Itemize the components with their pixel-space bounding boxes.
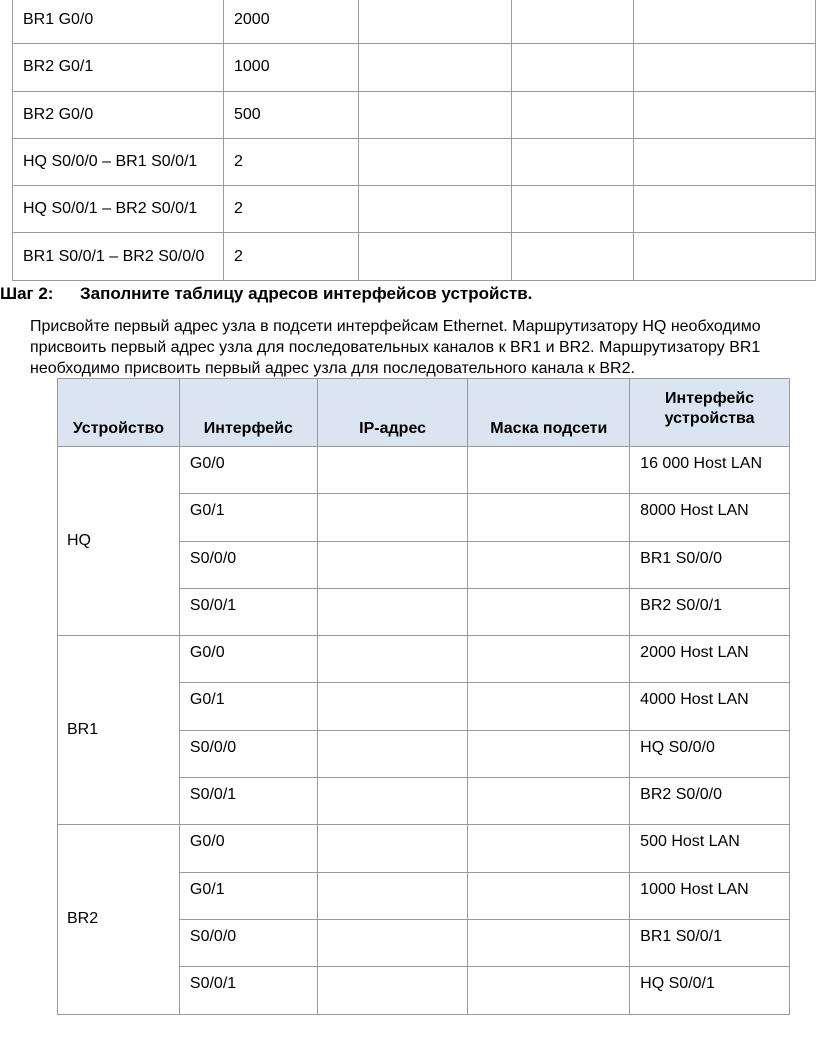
table-row: [13, 0, 816, 44]
cell-ip-address-input[interactable]: [317, 730, 468, 777]
cell-empty-input[interactable]: [634, 44, 816, 91]
cell-empty-input[interactable]: [359, 91, 512, 138]
header-device-interface: Интерфейс устройства: [630, 379, 790, 447]
cell-device-name: BR1: [58, 636, 180, 825]
cell-ip-address-input[interactable]: [317, 447, 468, 494]
cell-empty-input[interactable]: [512, 138, 634, 185]
addressing-header-row: [58, 379, 790, 447]
cell-empty-input[interactable]: [512, 233, 634, 280]
cell-subnet-mask-input[interactable]: [468, 872, 630, 919]
cell-interface: S0/0/0: [179, 919, 317, 966]
cell-device-interface: HQ S0/0/1: [630, 967, 790, 1014]
cell-ip-address-input[interactable]: [317, 588, 468, 635]
cell-subnet-mask-input[interactable]: [468, 541, 630, 588]
cell-device-interface: 2000 Host LAN: [630, 636, 790, 683]
cell-ip-address-input[interactable]: [317, 872, 468, 919]
cell-host-count: 2: [224, 233, 359, 280]
cell-subnet-mask-input[interactable]: [468, 967, 630, 1014]
cell-device-name: HQ: [58, 447, 180, 636]
cell-device-interface: 16 000 Host LAN: [630, 447, 790, 494]
table-row: [58, 825, 790, 872]
cell-device-interface: 1000 Host LAN: [630, 872, 790, 919]
table-row: [58, 636, 790, 683]
cell-device-interface: 500 Host LAN: [630, 825, 790, 872]
cell-interface: S0/0/0: [179, 730, 317, 777]
cell-ip-address-input[interactable]: [317, 967, 468, 1014]
header-interface: Интерфейс: [179, 379, 317, 447]
cell-empty-input[interactable]: [359, 186, 512, 233]
cell-subnet-mask-input[interactable]: [468, 494, 630, 541]
cell-subnet-mask-input[interactable]: [468, 588, 630, 635]
cell-ip-address-input[interactable]: [317, 825, 468, 872]
cell-subnet-mask-input[interactable]: [468, 636, 630, 683]
cell-device-interface: BR2 S0/0/0: [630, 778, 790, 825]
cell-link-name: BR1 S0/0/1 – BR2 S0/0/0: [13, 233, 224, 280]
cell-interface: S0/0/1: [179, 778, 317, 825]
cell-interface: G0/0: [179, 825, 317, 872]
cell-ip-address-input[interactable]: [317, 683, 468, 730]
cell-ip-address-input[interactable]: [317, 494, 468, 541]
cell-empty-input[interactable]: [634, 233, 816, 280]
cell-device-interface: HQ S0/0/0: [630, 730, 790, 777]
cell-empty-input[interactable]: [512, 186, 634, 233]
cell-ip-address-input[interactable]: [317, 778, 468, 825]
cell-device-interface: BR2 S0/0/1: [630, 588, 790, 635]
cell-subnet-mask-input[interactable]: [468, 730, 630, 777]
table-row: [13, 186, 816, 233]
cell-interface: G0/1: [179, 872, 317, 919]
cell-interface: G0/1: [179, 683, 317, 730]
cell-empty-input[interactable]: [634, 91, 816, 138]
table-row: [13, 233, 816, 280]
cell-device-interface: 8000 Host LAN: [630, 494, 790, 541]
cell-host-count: 500: [224, 91, 359, 138]
cell-empty-input[interactable]: [359, 0, 512, 44]
cell-interface: G0/0: [179, 447, 317, 494]
cell-ip-address-input[interactable]: [317, 919, 468, 966]
step-number: Шаг 2:: [0, 284, 54, 303]
paragraph-line: присвоить первый адрес узла для последовательных каналов к BR1 и BR2. Маршрутизатору BR1: [30, 339, 761, 356]
cell-empty-input[interactable]: [512, 44, 634, 91]
cell-subnet-mask-input[interactable]: [468, 825, 630, 872]
cell-empty-input[interactable]: [634, 186, 816, 233]
cell-link-name: HQ S0/0/1 – BR2 S0/0/1: [13, 186, 224, 233]
cell-device-interface: BR1 S0/0/0: [630, 541, 790, 588]
cell-empty-input[interactable]: [634, 0, 816, 44]
table-row: [13, 44, 816, 91]
paragraph-line: необходимо присвоить первый адрес узла для последовательного канала к BR2.: [30, 360, 635, 377]
table-row: [13, 91, 816, 138]
cell-device-interface: 4000 Host LAN: [630, 683, 790, 730]
header-subnet-mask: Маска подсети: [468, 379, 630, 447]
header-device: Устройство: [58, 379, 180, 447]
cell-interface: S0/0/0: [179, 541, 317, 588]
cell-subnet-mask-input[interactable]: [468, 778, 630, 825]
cell-interface: G0/0: [179, 636, 317, 683]
cell-interface: S0/0/1: [179, 588, 317, 635]
cell-empty-input[interactable]: [512, 0, 634, 44]
paragraph-line: Присвойте первый адрес узла в подсети интерфейсам Ethernet. Маршрутизатору HQ необходимо: [30, 318, 761, 335]
cell-subnet-mask-input[interactable]: [468, 683, 630, 730]
addressing-table: [57, 378, 790, 1015]
cell-link-name: BR2 G0/1: [13, 44, 224, 91]
cell-host-count: 2: [224, 186, 359, 233]
header-ip-address: IP-адрес: [317, 379, 468, 447]
cell-empty-input[interactable]: [634, 138, 816, 185]
cell-link-name: BR1 G0/0: [13, 0, 224, 44]
cell-empty-input[interactable]: [359, 44, 512, 91]
cell-host-count: 2000: [224, 0, 359, 44]
cell-subnet-mask-input[interactable]: [468, 919, 630, 966]
cell-interface: G0/1: [179, 494, 317, 541]
instructions-paragraph: [30, 316, 816, 379]
cell-device-interface: BR1 S0/0/1: [630, 919, 790, 966]
cell-link-name: HQ S0/0/0 – BR1 S0/0/1: [13, 138, 224, 185]
cell-ip-address-input[interactable]: [317, 636, 468, 683]
cell-empty-input[interactable]: [359, 138, 512, 185]
host-requirements-table: [12, 0, 816, 281]
cell-empty-input[interactable]: [512, 91, 634, 138]
table-row: [13, 138, 816, 185]
cell-ip-address-input[interactable]: [317, 541, 468, 588]
table-row: [58, 447, 790, 494]
cell-subnet-mask-input[interactable]: [468, 447, 630, 494]
cell-host-count: 1000: [224, 44, 359, 91]
cell-link-name: BR2 G0/0: [13, 91, 224, 138]
cell-empty-input[interactable]: [359, 233, 512, 280]
step-title: Заполните таблицу адресов интерфейсов устройств.: [80, 284, 533, 303]
cell-host-count: 2: [224, 138, 359, 185]
cell-device-name: BR2: [58, 825, 180, 1014]
cell-interface: S0/0/1: [179, 967, 317, 1014]
